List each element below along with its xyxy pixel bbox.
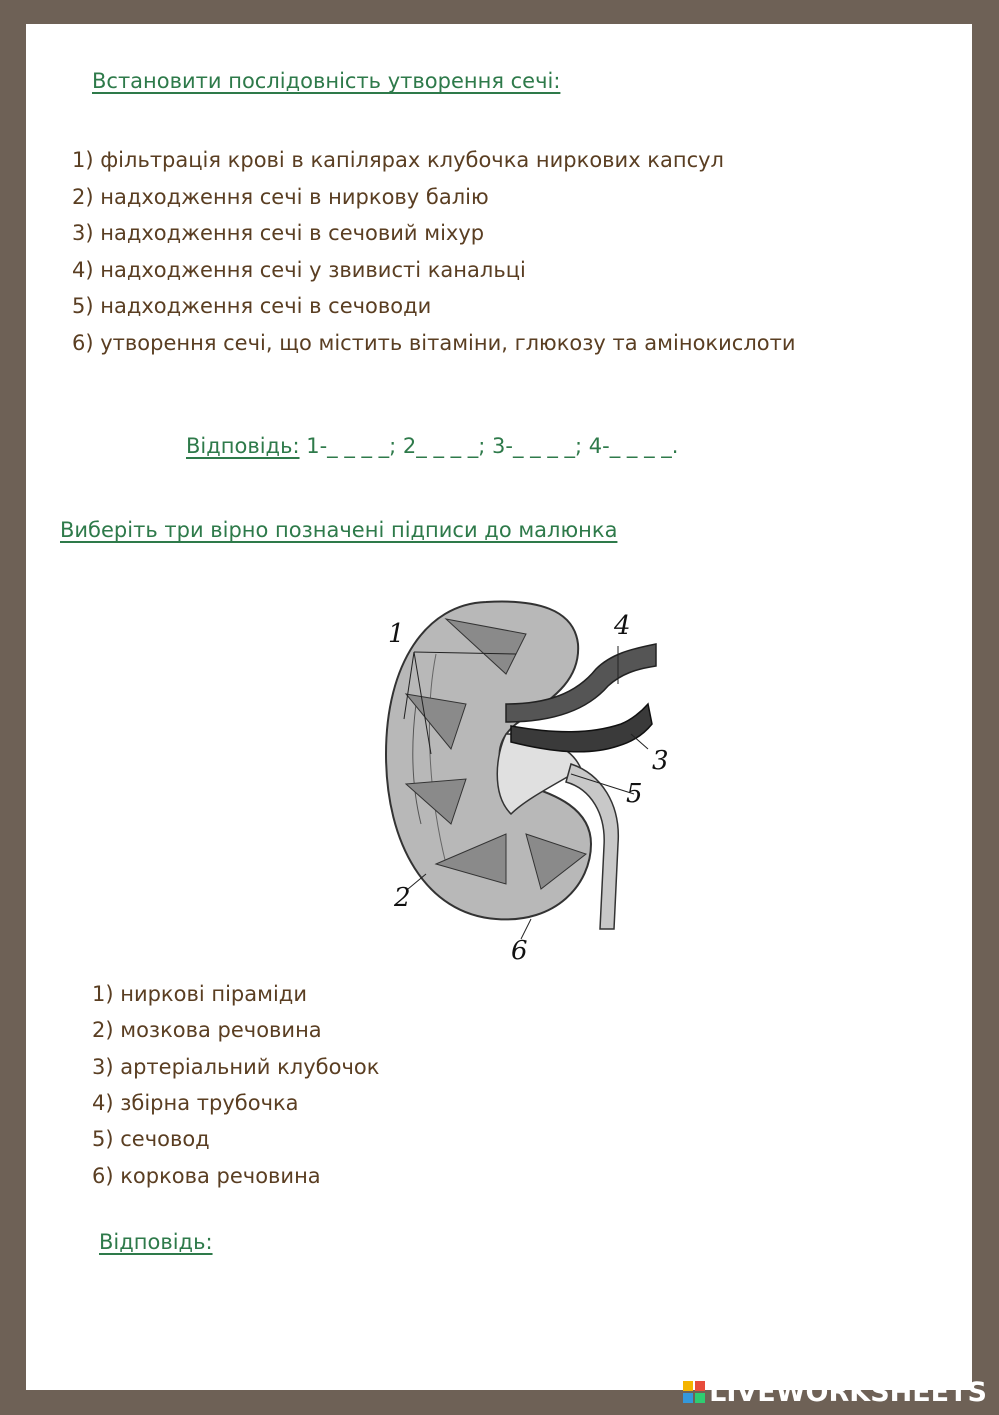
task1-item: 4) надходження сечі у звивисті канальці — [72, 258, 526, 282]
figure-label: 4 — [614, 611, 631, 641]
brand-name: LIVEWORKSHEETS — [709, 1376, 987, 1408]
figure-label: 2 — [394, 883, 411, 913]
task1-heading: Встановити послідовність утворення сечі: — [92, 69, 561, 93]
task2-item: 3) артеріальний клубочок — [92, 1055, 380, 1079]
task1-answer-blanks[interactable]: 1-_ _ _ _; 2_ _ _ _; 3-_ _ _ _; 4-_ _ _ _. — [299, 434, 679, 458]
worksheet-page — [26, 24, 972, 1390]
task1-item: 2) надходження сечі в ниркову балію — [72, 185, 489, 209]
task2-item: 6) коркова речовина — [92, 1164, 321, 1188]
task2-item: 4) збірна трубочка — [92, 1091, 299, 1115]
figure-label: 3 — [652, 746, 669, 776]
task2-answer-label[interactable]: Відповідь: — [99, 1230, 213, 1254]
task2-item: 2) мозкова речовина — [92, 1018, 322, 1042]
task1-item: 1) фільтрація крові в капілярах клубочка ниркових капсул — [72, 148, 724, 172]
task2-item: 1) ниркові піраміди — [92, 982, 307, 1006]
figure-label: 5 — [626, 779, 643, 809]
task1-answer-label: Відповідь: — [186, 434, 300, 458]
figure-label: 1 — [388, 619, 405, 649]
task1-answer[interactable] — [186, 434, 678, 458]
task1-item: 3) надходження сечі в сечовий міхур — [72, 221, 485, 245]
task1-item: 5) надходження сечі в сечоводи — [72, 294, 432, 318]
figure-label: 6 — [511, 936, 528, 966]
task1-item: 6) утворення сечі, що містить вітаміни, глюкозу та амінокислоти — [72, 331, 796, 355]
liveworksheets-logo — [683, 1375, 987, 1409]
task2-heading: Виберіть три вірно позначені підписи до малюнка — [60, 518, 618, 542]
kidney-diagram — [356, 584, 669, 966]
liveworksheets-logo-icon — [683, 1381, 705, 1403]
task2-item: 5) сечовод — [92, 1127, 210, 1151]
